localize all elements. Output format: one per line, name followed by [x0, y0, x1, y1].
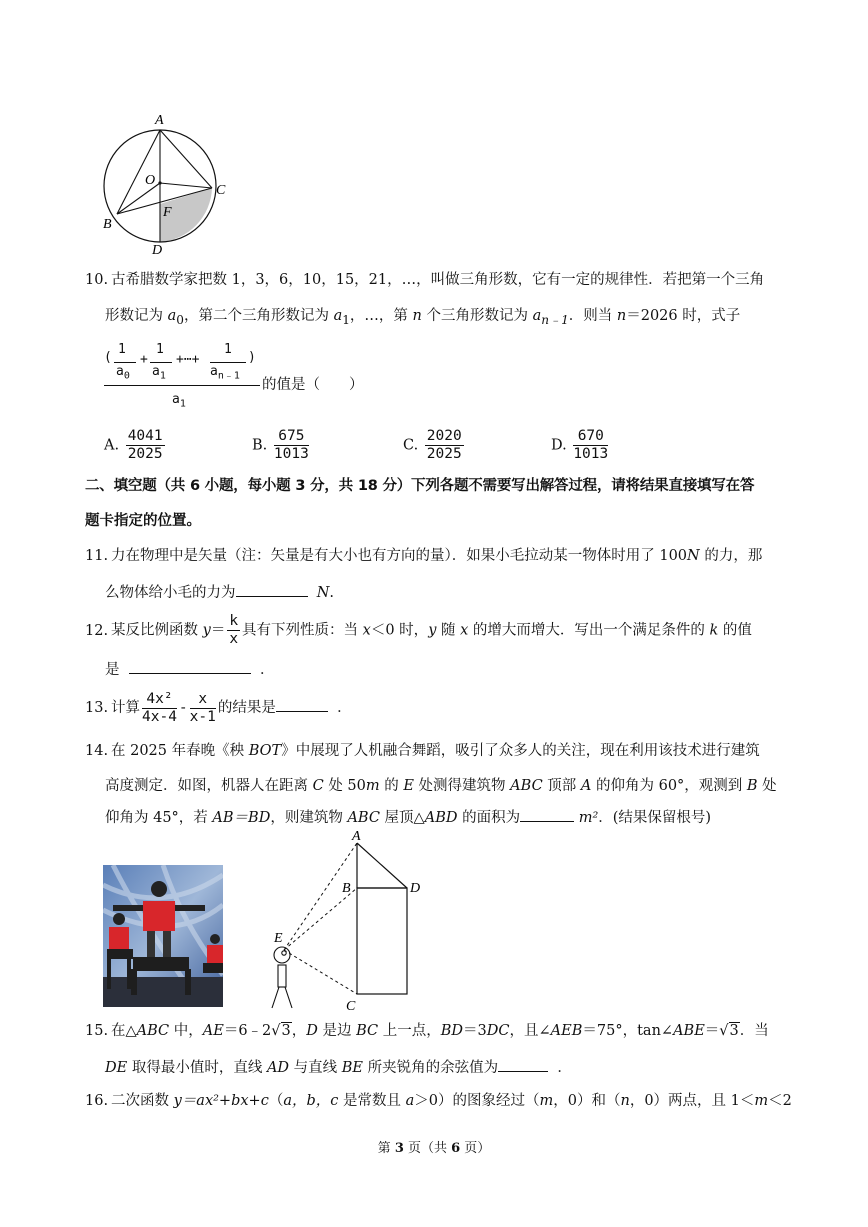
label-O: O [145, 173, 156, 188]
robot-dance-photo [103, 865, 223, 1007]
building-rect [357, 888, 407, 994]
label-F: F [163, 205, 172, 220]
q10-option-b: B. $\frac{675}{1013}$ [252, 428, 309, 462]
q13-answer-blank[interactable] [276, 696, 328, 712]
diagram-label-C: C [346, 999, 356, 1013]
q15-answer-blank[interactable] [498, 1056, 548, 1072]
q14-line2: 高度测定．如图，机器人在距离 C 处 50m 的 E 处测得建筑物 ABC 顶部 A 的仰角为 60°，观测到 B 处 [105, 778, 777, 794]
q10-option-a: A. $\frac{4041}{2025}$ [104, 428, 163, 462]
label-C: C [216, 183, 226, 198]
q12-line2: 是 ． [105, 658, 274, 680]
diagram-label-B: B [342, 881, 351, 896]
q14-line1: 14. 在 2025 年春晚《秧 BOT》中展现了人机融合舞蹈，吸引了众多人的关注，现在利用该技术进行建筑 [85, 743, 760, 759]
circle-figure [95, 108, 235, 258]
q10-expression: ( 1 $a_0$ + 1 $a_1$ +⋯+ 1 $a_{n﹣1}$ ) $a_1$ [104, 342, 264, 412]
section2-heading-line1: 二、填空题（共 6 小题，每小题 3 分，共 18 分）下列各题不需要写出解答过程，请将结果直接填写在答 [85, 478, 755, 494]
page-footer: 第 3 页（共 6 页） [377, 1141, 491, 1156]
q10-line1: 10. 古希腊数学家把数 1，3，6，10，15，21，…，叫做三角形数，它有一定的规律性．若把第一个三角 [85, 272, 765, 288]
page-total: 6 [451, 1141, 461, 1156]
q13-line: 13. 计算 $\frac{\text{4x²}}{4x-4}$ - $\frac{x}{x-1}$ 的结果是 ． [85, 690, 352, 725]
label-B: B [103, 217, 112, 232]
sqrt-sign: √ [271, 1023, 281, 1039]
q10-option-c: C. $\frac{2020}{2025}$ [403, 428, 462, 462]
q10-line2: 形数记为 $a_0$，第二个三角形数记为 $a_1$，…，第 n 个三角形数记为 $a_{n﹣1}$．则当 n＝2026 时，式子 [105, 308, 741, 327]
diagram-label-E: E [274, 931, 283, 946]
sqrt-sign: √ [719, 1023, 729, 1039]
building-diagram [262, 828, 432, 1013]
page-number: 3 [394, 1141, 404, 1156]
q11-line2: 么物体给小毛的力为 N. [105, 581, 334, 603]
q15-line2: DE 取得最小值时，直线 AD 与直线 BE 所夹锐角的余弦值为 ． [105, 1056, 572, 1078]
q11-answer-blank[interactable] [236, 581, 308, 597]
diagram-label-D: D [410, 881, 421, 896]
q14-answer-blank[interactable] [520, 806, 574, 822]
q15-line1: 15. 在△ABC 中，AE＝6﹣2√3，D 是边 BC 上一点，BD＝3DC，且∠AEB＝75°，tan∠ABE＝√3．当 [85, 1023, 769, 1039]
label-A: A [155, 113, 164, 128]
section2-heading-line2: 题卡指定的位置。 [85, 513, 201, 529]
q10-option-d: D. $\frac{670}{1013}$ [551, 428, 609, 462]
q12-line1: 12. 某反比例函数 y＝ $\frac{k}{x}$ 具有下列性质：当 x＜0 时，y 随 x 的增大而增大．写出一个满足条件的 k 的值 [85, 613, 752, 647]
diagram-label-A: A [352, 829, 361, 844]
q16-line1: 16. 二次函数 y＝ax²+bx+c（a，b，c 是常数且 a＞0）的图象经过（m，0）和（n，0）两点，且 1＜m＜2 [85, 1093, 792, 1109]
robot-stick-figure [272, 947, 292, 1008]
q14-line3: 仰角为 45°，若 AB＝BD，则建筑物 ABC 屋顶△ABD 的面积为 m²．(结果保留根号) [105, 806, 711, 828]
q12-answer-blank[interactable] [129, 658, 251, 674]
label-D: D [152, 243, 163, 258]
q10-number: 10. [85, 272, 109, 288]
q11-line1: 11. 力在物理中是矢量（注：矢量是有大小也有方向的量）．如果小毛拉动某一物体时用了 100N 的力，那 [85, 548, 763, 564]
q10-expression-tail: 的值是（ ） [262, 377, 364, 393]
